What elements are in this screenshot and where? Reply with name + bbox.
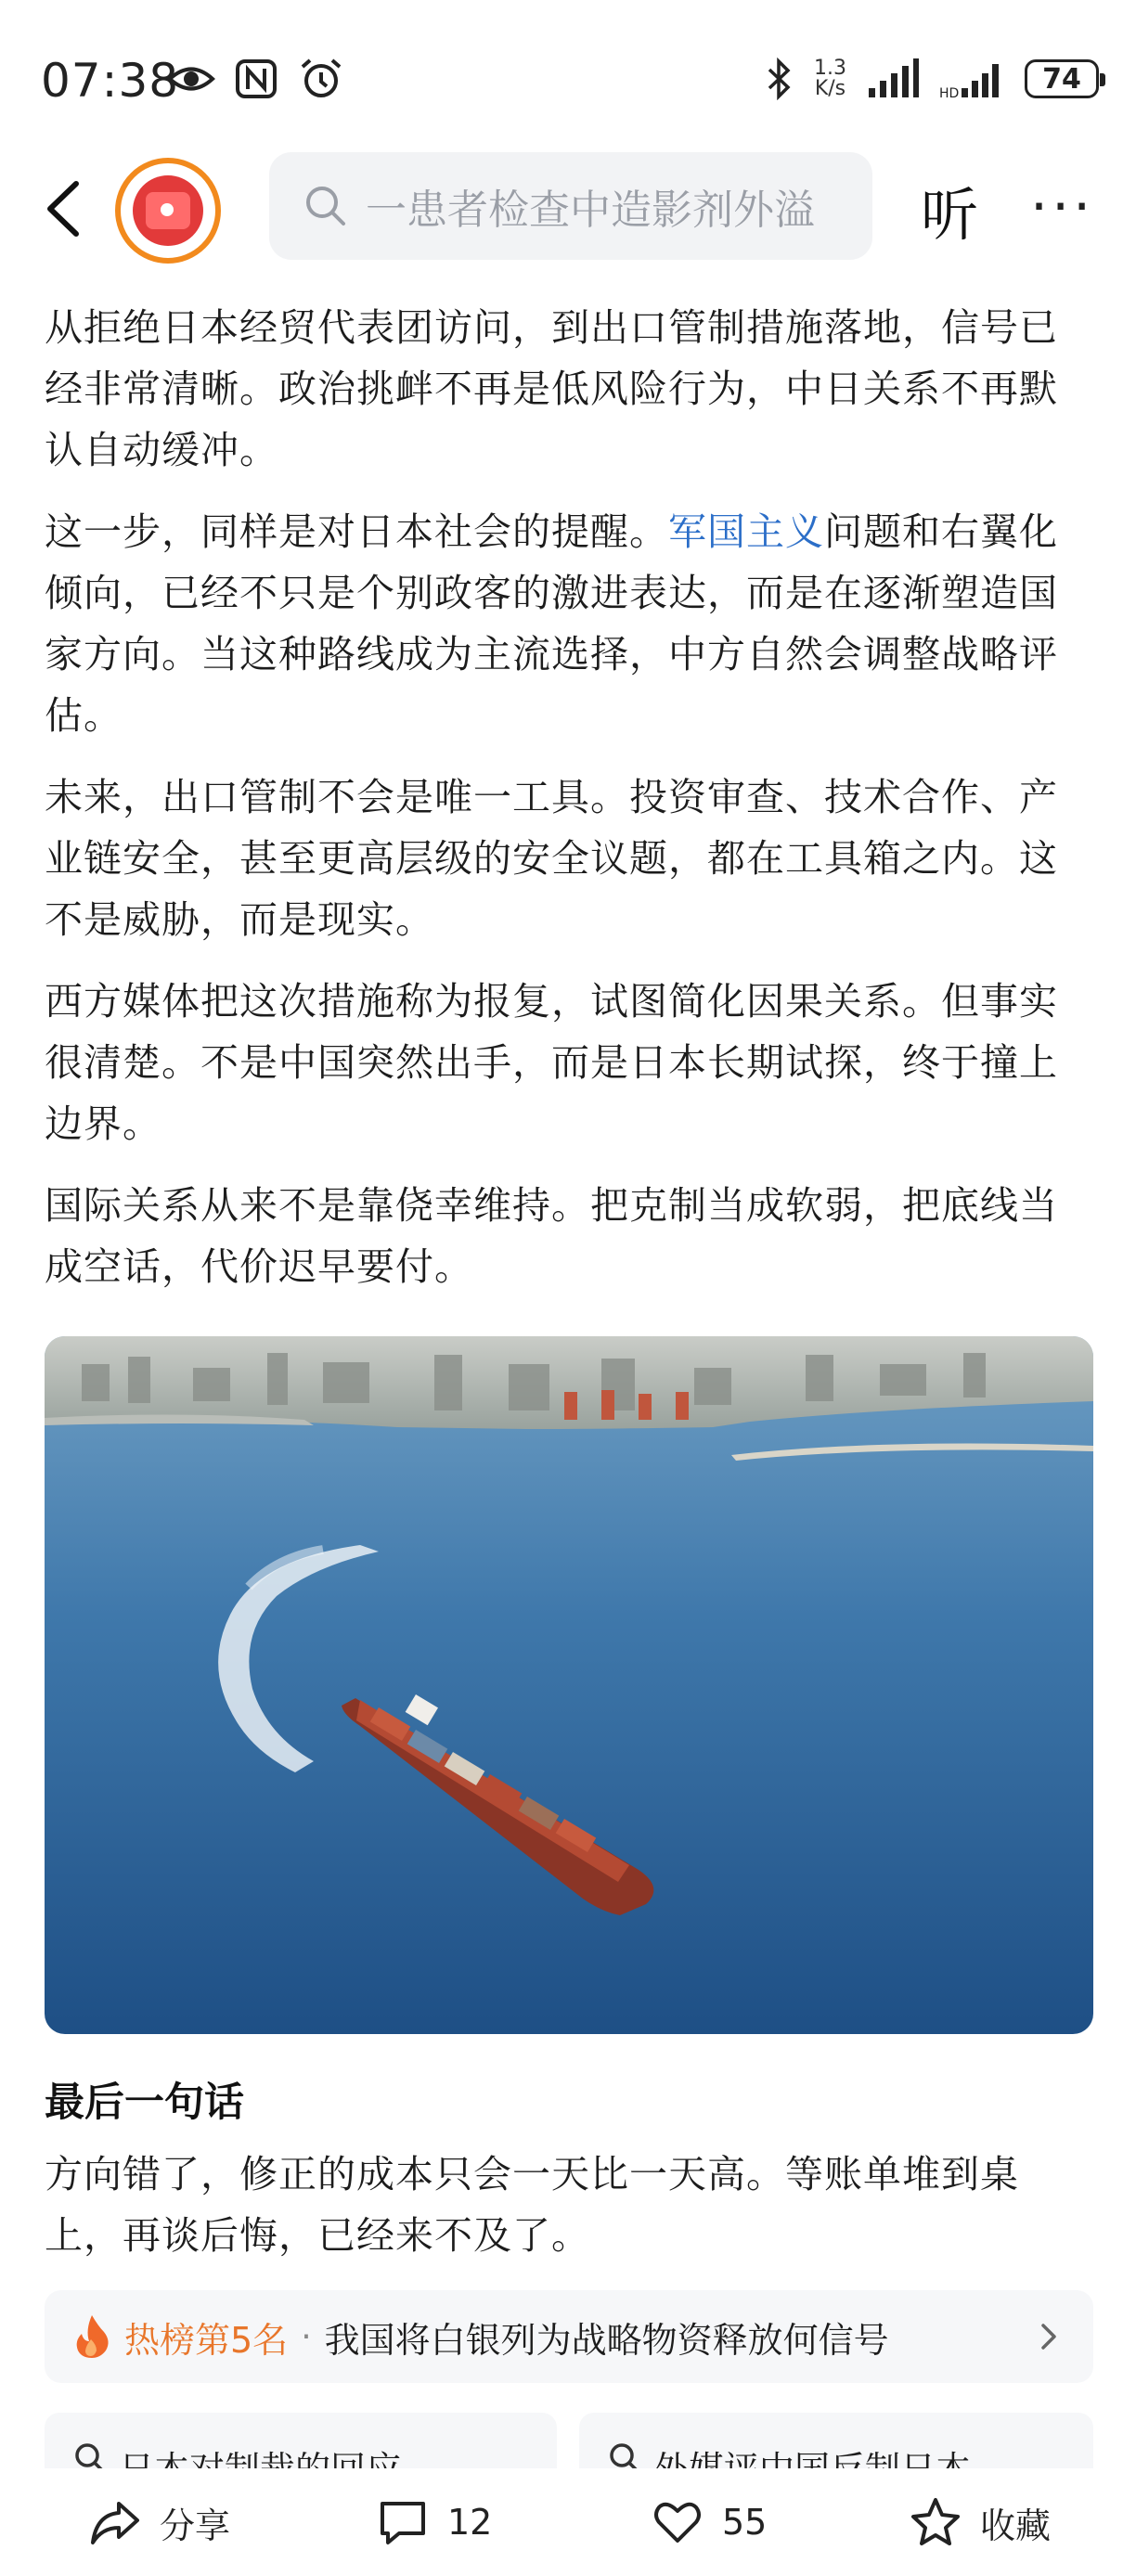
back-icon[interactable] <box>37 176 93 241</box>
hot-rank: 热榜第5名 <box>124 2319 289 2361</box>
net-speed-unit: K/s <box>814 77 846 100</box>
author-avatar[interactable] <box>115 158 221 264</box>
container-ship-photo[interactable] <box>45 1336 1093 2034</box>
search-icon <box>303 183 349 229</box>
chevron-right-icon <box>1030 2318 1067 2355</box>
eye-icon <box>167 58 215 100</box>
search-bar[interactable] <box>269 152 872 260</box>
signal-icon <box>867 58 919 99</box>
hot-separator: · <box>301 2317 312 2356</box>
heart-icon <box>652 2496 704 2548</box>
share-icon <box>89 2496 141 2548</box>
more-options-button[interactable]: ··· <box>1030 174 1095 239</box>
alarm-icon <box>297 58 345 100</box>
status-icons <box>167 58 345 100</box>
militarism-link[interactable]: 军国主义 <box>668 509 824 554</box>
bluetooth-icon <box>766 58 794 100</box>
favorite-label: 收藏 <box>980 2505 1052 2546</box>
star-icon <box>910 2496 962 2548</box>
net-speed-value: 1.3 <box>814 57 846 80</box>
status-time: 07:38 <box>41 54 180 108</box>
nfc-icon <box>232 58 280 100</box>
paragraph-1: 从拒绝日本经贸代表团访问，到出口管制措施落地，信号已经非常清晰。政治挑衅不再是低风险行为，中日关系不再默认自动缓冲。 <box>45 305 1058 472</box>
top-nav <box>0 148 1136 269</box>
comment-button[interactable] <box>377 2496 492 2548</box>
battery-indicator: 74 <box>1025 59 1099 98</box>
status-right <box>766 58 1099 100</box>
paragraph-4: 西方媒体把这次措施称为报复，试图简化因果关系。但事实很清楚。不是中国突然出手，而是日本长期试探，终于撞上边界。 <box>45 979 1058 1146</box>
share-button[interactable] <box>89 2496 230 2548</box>
article-body <box>45 297 1093 1318</box>
section-title: 最后一句话 <box>45 2080 244 2126</box>
avatar-logo-icon <box>133 175 203 246</box>
final-paragraph: 方向错了，修正的成本只会一天比一天高。等账单堆到桌上，再谈后悔，已经来不及了。 <box>45 2152 1019 2258</box>
like-count: 55 <box>722 2502 768 2543</box>
signal-icon-2 <box>939 58 1004 99</box>
comment-count: 12 <box>447 2502 493 2543</box>
paragraph-5: 国际关系从来不是靠侥幸维持。把克制当成软弱，把底线当成空话，代价迟早要付。 <box>45 1183 1058 1289</box>
comment-icon <box>377 2496 429 2548</box>
paragraph-2 <box>45 501 1093 746</box>
search-placeholder: 一患者检查中造影剂外溢 <box>366 187 815 234</box>
favorite-button[interactable] <box>910 2496 1051 2548</box>
hot-list-banner[interactable] <box>45 2290 1093 2383</box>
svg-text:HD: HD <box>939 86 960 99</box>
paragraph-2-after: 问题和右翼化倾向，已经不只是个别政客的激进表达，而是在逐渐塑造国家方向。当这种路线成为主流选择，中方自然会调整战略评估。 <box>45 509 1058 738</box>
like-button[interactable] <box>652 2496 767 2548</box>
listen-button[interactable]: 听 <box>921 181 979 249</box>
status-bar <box>0 0 1136 148</box>
bottom-action-bar <box>0 2468 1136 2576</box>
paragraph-2-before: 这一步，同样是对日本社会的提醒。 <box>45 509 668 554</box>
paragraph-3: 未来，出口管制不会是唯一工具。投资审查、技术合作、产业链安全，甚至更高层级的安全议题，都在工具箱之内。这不是威胁，而是现实。 <box>45 775 1058 942</box>
net-speed <box>814 58 846 99</box>
hot-topic-text: 我国将白银列为战略物资释放何信号 <box>324 2319 889 2361</box>
share-label: 分享 <box>160 2505 231 2546</box>
fire-icon <box>71 2313 113 2360</box>
